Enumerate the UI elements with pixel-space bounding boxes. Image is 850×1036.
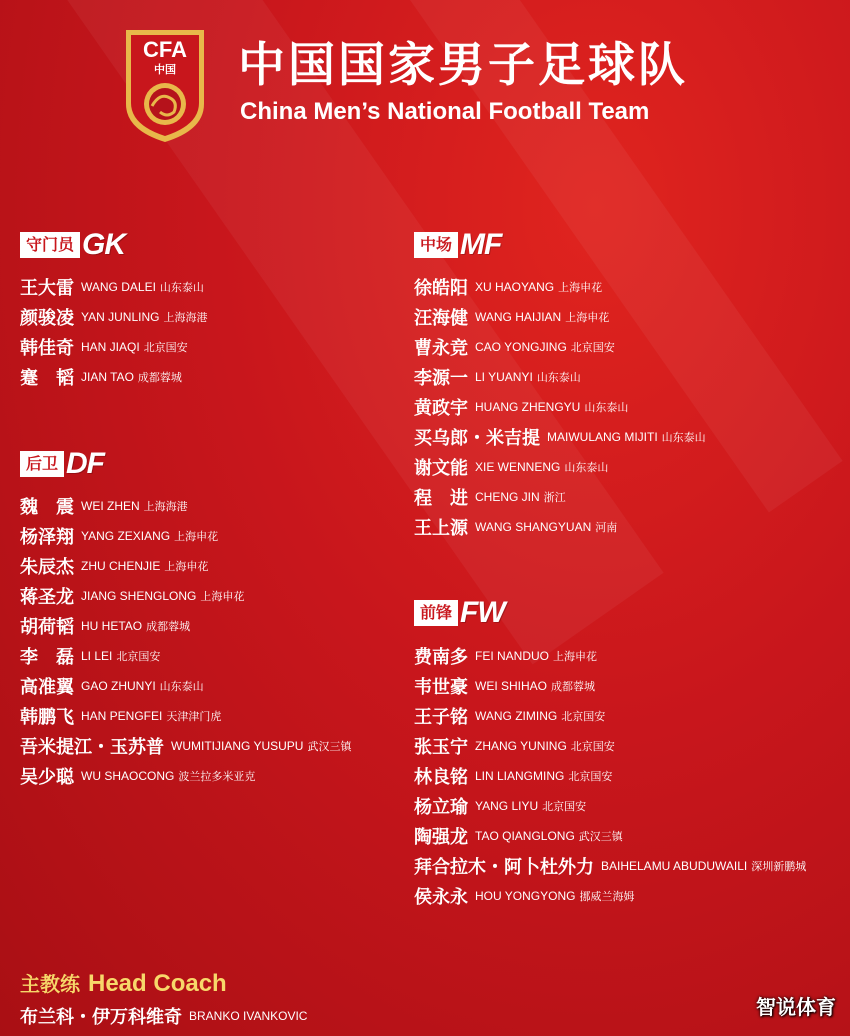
player-name-cn: 汪海健 [414,308,468,329]
player-row [20,491,351,521]
head-coach-header [20,968,227,998]
gk-roster [20,272,207,392]
player-name-cn: 李源一 [414,368,468,389]
section-label: 中场 [414,232,458,258]
head-coach-label-cn: 主教练 [20,972,80,996]
player-row [414,512,706,542]
player-name-cn: 杨泽翔 [20,527,74,548]
player-row [20,641,351,671]
section-code: DF [66,447,105,480]
player-name-en: HUANG ZHENGYU [475,400,581,414]
player-name-cn: 胡荷韬 [20,617,74,638]
cfa-crest-logo [122,26,208,144]
player-row [414,362,706,392]
player-name-en: ZHANG YUNING [475,739,567,753]
player-name-cn: 韩鹏飞 [20,707,74,728]
player-name-cn: 蒋圣龙 [20,587,74,608]
player-row [414,422,706,452]
player-club: 北京国安 [561,710,606,723]
player-name-cn: 颜骏凌 [20,308,74,329]
player-name-en: WEI ZHEN [81,499,140,513]
crest-text: CFA [143,37,187,62]
player-club: 山东泰山 [159,680,204,693]
player-name-en: WANG HAIJIAN [475,310,562,324]
player-name-en: CHENG JIN [475,490,540,504]
player-name-en: YAN JUNLING [81,310,160,324]
player-row [20,671,351,701]
player-name-en: WANG SHANGYUAN [475,520,592,534]
player-name-cn: 王上源 [414,518,468,539]
player-club: 上海海港 [143,500,188,513]
player-name-en: MAIWULANG MIJITI [547,430,658,444]
section-header-gk [20,230,125,260]
section-label: 前锋 [414,600,458,626]
player-name-cn: 黄政宇 [414,398,468,419]
player-row [414,302,706,332]
player-row [20,302,207,332]
player-club: 上海申花 [174,530,219,543]
player-name-en: JIAN TAO [81,370,134,384]
player-row [414,482,706,512]
player-club: 上海申花 [164,560,209,573]
player-club: 挪威兰海姆 [579,890,635,903]
player-club: 上海申花 [553,650,598,663]
player-name-cn: 买乌郎・米吉提 [414,428,540,449]
player-name-cn: 林良铭 [414,767,468,788]
player-name-en: HAN JIAQI [81,340,140,354]
player-name-cn: 徐皓阳 [414,278,468,299]
player-name-en: ZHU CHENJIE [81,559,161,573]
section-header-df [20,449,104,479]
player-club: 武汉三镇 [578,830,623,843]
player-club: 北京国安 [143,341,188,354]
player-club: 北京国安 [570,341,615,354]
player-club: 上海海港 [163,311,208,324]
player-row [20,272,207,302]
player-name-cn: 杨立瑜 [414,797,468,818]
player-name-cn: 韦世豪 [414,677,468,698]
player-club: 波兰拉多米亚克 [178,770,256,783]
player-row [20,731,351,761]
player-name-cn: 李 磊 [20,647,74,668]
player-row [414,761,806,791]
player-club: 山东泰山 [159,281,204,294]
player-name-cn: 王子铭 [414,707,468,728]
player-name-en: WANG ZIMING [475,709,558,723]
player-name-en: BAIHELAMU ABUDUWAILI [601,859,748,873]
player-name-cn: 蹇 韬 [20,368,74,389]
player-name-cn: 韩佳奇 [20,338,74,359]
player-row [414,452,706,482]
section-code: FW [460,596,505,629]
player-name-cn: 吴少聪 [20,767,74,788]
coach-name-en: BRANKO IVANKOVIC [189,1009,308,1023]
player-row [20,581,351,611]
player-name-cn: 曹永竞 [414,338,468,359]
page-title: 中国国家男子足球队 [238,38,688,93]
player-club: 山东泰山 [536,371,581,384]
player-name-en: WUMITIJIANG YUSUPU [171,739,304,753]
section-label: 守门员 [20,232,80,258]
player-club: 上海申花 [565,311,610,324]
player-row [414,392,706,422]
player-club: 山东泰山 [564,461,609,474]
watermark: 智说体育 [756,995,836,1019]
player-row [414,641,806,671]
section-header-fw [414,598,505,628]
player-name-en: HU HETAO [81,619,143,633]
player-name-cn: 朱辰杰 [20,557,74,578]
player-club: 上海申花 [558,281,603,294]
player-name-cn: 魏 震 [20,497,74,518]
player-name-en: HAN PENGFEI [81,709,163,723]
player-name-cn: 张玉宁 [414,737,468,758]
df-roster [20,491,351,791]
player-name-cn: 拜合拉木・阿卜杜外力 [414,857,594,878]
player-row [414,851,806,881]
player-club: 成都蓉城 [137,371,182,384]
player-row [20,761,351,791]
player-name-en: XIE WENNENG [475,460,561,474]
player-name-en: GAO ZHUNYI [81,679,156,693]
player-row [414,881,806,911]
coach-name-cn: 布兰科・伊万科维奇 [20,1007,182,1028]
player-name-cn: 程 进 [414,488,468,509]
player-club: 成都蓉城 [146,620,191,633]
player-club: 河南 [595,521,618,534]
player-name-en: FEI NANDUO [475,649,550,663]
player-name-en: LI LEI [81,649,113,663]
player-name-cn: 谢文能 [414,458,468,479]
fw-roster [414,641,806,911]
player-row [414,701,806,731]
player-name-en: WANG DALEI [81,280,156,294]
player-name-en: LI YUANYI [475,370,533,384]
player-name-en: YANG LIYU [475,799,539,813]
player-row [414,731,806,761]
player-club: 北京国安 [570,740,615,753]
player-club: 山东泰山 [584,401,629,414]
player-club: 上海申花 [200,590,245,603]
player-name-en: WU SHAOCONG [81,769,175,783]
player-name-cn: 陶强龙 [414,827,468,848]
section-label: 后卫 [20,451,64,477]
section-code: GK [82,228,126,261]
player-row [20,362,207,392]
section-code: MF [460,228,502,261]
player-row [20,611,351,641]
crest-subtext: 中国 [154,63,176,76]
player-name-cn: 高准翼 [20,677,74,698]
player-name-en: XU HAOYANG [475,280,555,294]
player-name-en: JIANG SHENGLONG [81,589,197,603]
head-coach-row [20,1003,311,1029]
page-subtitle: China Men’s National Football Team [240,98,650,125]
player-name-en: HOU YONGYONG [475,889,576,903]
player-name-en: CAO YONGJING [475,340,567,354]
player-name-en: LIN LIANGMING [475,769,565,783]
player-name-cn: 费南多 [414,647,468,668]
player-row [20,521,351,551]
section-header-mf [414,230,501,260]
player-row [20,551,351,581]
player-name-en: YANG ZEXIANG [81,529,171,543]
player-club: 北京国安 [542,800,587,813]
player-row [414,791,806,821]
player-club: 北京国安 [116,650,161,663]
player-row [414,821,806,851]
player-name-en: WEI SHIHAO [475,679,548,693]
head-coach-label-en: Head Coach [88,970,227,997]
player-name-cn: 侯永永 [414,887,468,908]
player-row [414,671,806,701]
player-row [20,701,351,731]
player-name-cn: 吾米提江・玉苏普 [20,737,164,758]
player-club: 北京国安 [568,770,613,783]
player-club: 天津津门虎 [166,710,222,723]
player-row [414,272,706,302]
player-name-en: TAO QIANGLONG [475,829,575,843]
player-club: 浙江 [543,491,566,504]
player-row [20,332,207,362]
player-club: 深圳新鹏城 [751,860,807,873]
player-club: 成都蓉城 [551,680,596,693]
player-name-cn: 王大雷 [20,278,74,299]
mf-roster [414,272,706,542]
player-club: 山东泰山 [661,431,706,444]
player-club: 武汉三镇 [307,740,352,753]
player-row [414,332,706,362]
